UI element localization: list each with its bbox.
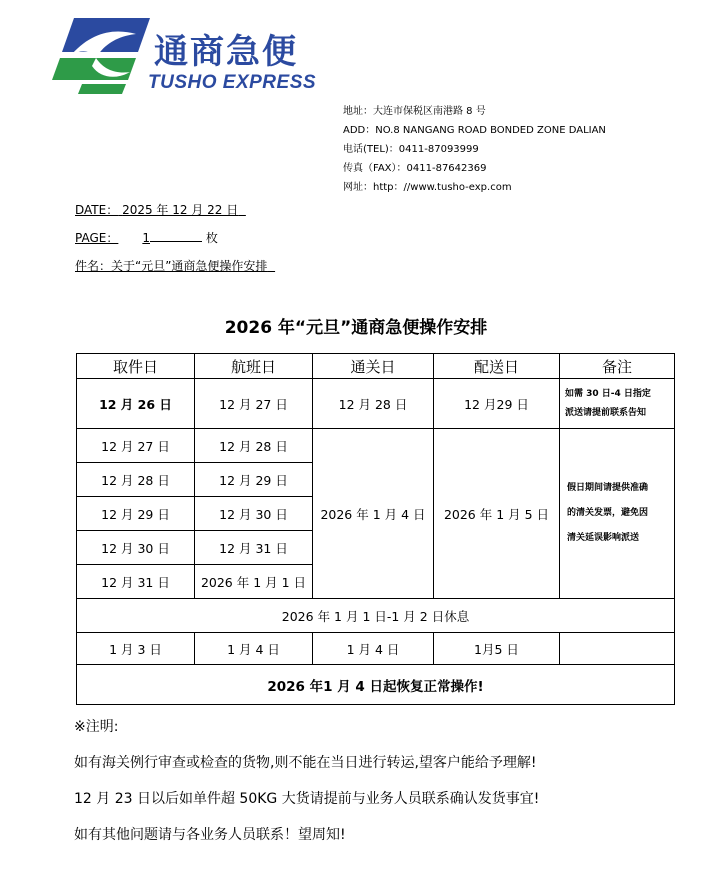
cell-flight: 12 月 28 日 xyxy=(195,429,313,463)
cell-pickup: 12 月 31 日 xyxy=(77,565,195,599)
cell-delivery: 1月5 日 xyxy=(434,633,560,665)
date-line xyxy=(75,201,246,218)
cell-customs: 1 月 4 日 xyxy=(313,633,434,665)
table-row xyxy=(77,429,675,463)
table-header-row xyxy=(77,354,675,379)
remark-line: 清关延误影响派送 xyxy=(567,533,640,543)
cell-flight: 1 月 4 日 xyxy=(195,633,313,665)
cell-flight: 12 月 31 日 xyxy=(195,531,313,565)
notes-section xyxy=(74,716,539,844)
note-item: 12 月 23 日以后如单件超 50KG 大货请提前与业务人员联系确认发货事宜! xyxy=(74,791,540,807)
remark-line: 派送请提前联系告知 xyxy=(565,407,647,418)
holiday-cell: 2026 年 1 月 1 日-1 月 2 日休息 xyxy=(77,599,675,633)
cell-pickup: 12 月 29 日 xyxy=(77,497,195,531)
address-fax: 传真（FAX）：0411-87642369 xyxy=(343,163,487,174)
resume-row xyxy=(77,665,675,705)
cell-delivery: 12 月29 日 xyxy=(434,379,560,429)
date-value: 2025 年 12 月 22 日 xyxy=(122,203,239,217)
page-value: 1 xyxy=(142,231,150,245)
subject-line xyxy=(75,257,275,274)
cell-delivery-merged: 2026 年 1 月 5 日 xyxy=(434,429,560,599)
schedule-table xyxy=(76,353,675,705)
cell-remark-empty xyxy=(560,633,675,665)
remark-line: 如需 30 日-4 日指定 xyxy=(565,388,651,399)
header-customs: 通关日 xyxy=(313,354,434,379)
cell-flight: 12 月 30 日 xyxy=(195,497,313,531)
header-flight: 航班日 xyxy=(195,354,313,379)
remark-line: 假日期间请提供准确 xyxy=(567,483,649,493)
cell-customs: 12 月 28 日 xyxy=(313,379,434,429)
header-pickup: 取件日 xyxy=(77,354,195,379)
bird-logo-icon xyxy=(52,14,152,96)
logo-english-name: TUSHO EXPRESS xyxy=(148,72,317,93)
page-unit: 枚 xyxy=(205,231,218,245)
resume-cell: 2026 年1 月 4 日起恢复正常操作! xyxy=(77,665,675,705)
cell-pickup: 12 月 28 日 xyxy=(77,463,195,497)
cell-pickup: 1 月 3 日 xyxy=(77,633,195,665)
document-title: 2026 年“元旦”通商急便操作安排 xyxy=(224,318,488,338)
address-cn: 地址：大连市保税区南港路 8 号 xyxy=(343,106,486,117)
date-label: DATE： xyxy=(75,203,119,217)
cell-remark xyxy=(560,379,675,429)
note-item: 如有海关例行审查或检查的货物,则不能在当日进行转运,望客户能给予理解! xyxy=(74,755,537,771)
cell-pickup: 12 月 26 日 xyxy=(77,379,195,429)
cell-flight: 12 月 27 日 xyxy=(195,379,313,429)
remark-line: 的清关发票，避免因 xyxy=(567,508,649,518)
cell-customs-merged: 2026 年 1 月 4 日 xyxy=(313,429,434,599)
page-label: PAGE： xyxy=(75,231,119,245)
address-block xyxy=(343,102,606,197)
cell-flight: 2026 年 1 月 1 日 xyxy=(195,565,313,599)
address-web: 网址：http：//www.tusho-exp.com xyxy=(343,182,512,193)
cell-flight: 12 月 29 日 xyxy=(195,463,313,497)
page-line xyxy=(75,229,218,246)
notes-heading: ※注明: xyxy=(74,719,119,735)
holiday-row xyxy=(77,599,675,633)
cell-pickup: 12 月 27 日 xyxy=(77,429,195,463)
company-logo xyxy=(52,14,317,96)
header-remarks: 备注 xyxy=(560,354,675,379)
subject-text: 件名：关于“元旦”通商急便操作安排 xyxy=(75,259,268,273)
cell-remark-merged xyxy=(560,429,675,599)
address-en: ADD：NO.8 NANGANG ROAD BONDED ZONE DALIAN xyxy=(343,125,606,136)
header-delivery: 配送日 xyxy=(434,354,560,379)
cell-pickup: 12 月 30 日 xyxy=(77,531,195,565)
note-item: 如有其他问题请与各业务人员联系！望周知! xyxy=(74,827,346,843)
logo-chinese-name: 通商急便 xyxy=(154,32,298,72)
table-row xyxy=(77,379,675,429)
table-row xyxy=(77,633,675,665)
address-tel: 电话(TEL)：0411-87093999 xyxy=(343,144,479,155)
